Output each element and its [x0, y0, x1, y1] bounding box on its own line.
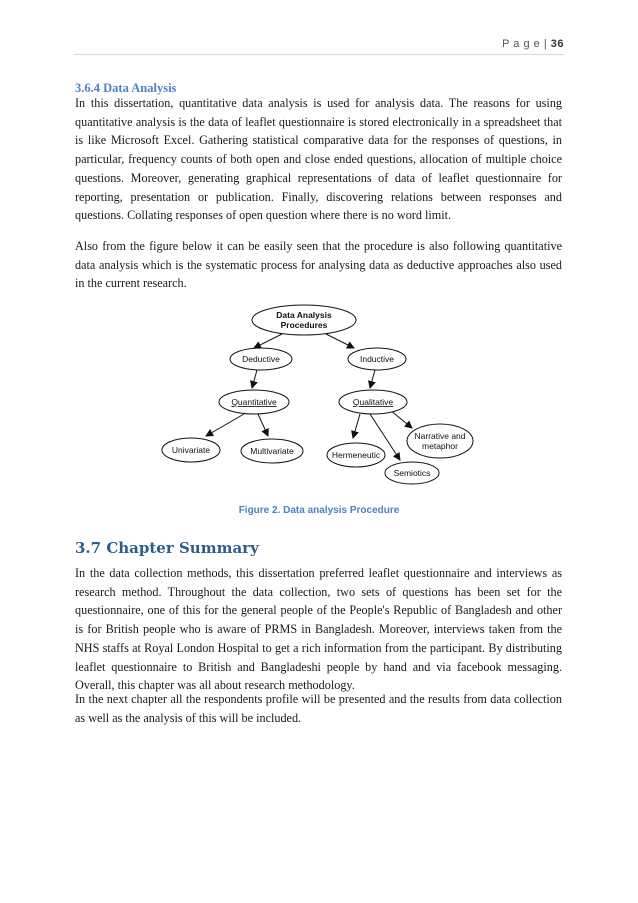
edge-root-deductive	[254, 334, 282, 348]
node-semiotics-label: Semiotics	[393, 468, 431, 478]
node-multivariate-label: Multivariate	[250, 446, 294, 456]
edge-root-inductive	[326, 334, 354, 348]
edge-qualitative-narrative	[390, 410, 412, 428]
paragraph-data-analysis-1: In this dissertation, quantitative data analysis is used for analysis data. The reasons for using quantitative analysis is the data of leaflet questionnaire is stored electronically in a spreadsheet that is like Microsoft Excel. Gathering statistical comparative data for the responses of questions, in particular, frequency counts of both open and close ended questions, allocation of multiple choice questions. Moreover, generating graphical representations of data of leaflet questionnaire for reporting, presentation or publication. Finally, discovering relations between responses and questions. Collating responses of open question where there is no word limit.	[75, 96, 562, 223]
node-hermeneutic-label: Hermeneutic	[331, 450, 381, 460]
node-narrative-label-2: metaphor	[422, 441, 458, 451]
node-univariate-label: Univariate	[171, 445, 211, 455]
section-heading-data-analysis: 3.6.4 Data Analysis	[75, 81, 177, 95]
node-root-label-1: Data Analysis	[276, 310, 332, 320]
data-analysis-diagram	[150, 300, 490, 495]
edge-deductive-quantitative	[252, 370, 257, 388]
edge-quantitative-multivariate	[258, 414, 268, 436]
paragraph-chapter-summary-1: In the data collection methods, this dissertation preferred leaflet questionnaire and interviews as research method. Throughout the data collection, two sets of questions has been set for the questionnaire, one of this for the general people of the People's Republic of Bangladesh and other is for British people who is aware of PRMS in Bangladesh. Moreover, interviews taken from the NHS staffs at Royal London Hospital to get a rich information from the participant. By distributing leaflet questionnaire to British and Bangladeshi people by hand and via facebook messaging. Overall, this chapter was all about research methodology.	[75, 566, 562, 693]
paragraph-chapter-summary-2: In the next chapter all the respondents profile will be presented and the results from data collection as well as the analysis of this will be included.	[75, 692, 562, 725]
node-quantitative-label: Quantitative	[231, 397, 277, 407]
section-heading-chapter-summary: 3.7 Chapter Summary	[75, 539, 259, 557]
page-separator: |	[543, 38, 548, 50]
page-header	[502, 38, 564, 50]
paragraph-data-analysis-2: Also from the figure below it can be easily seen that the procedure is also following quantitative data analysis which is the systematic process for analysing data as deductive approaches also used in the current research.	[75, 239, 562, 291]
header-divider	[74, 54, 564, 55]
edge-qualitative-hermeneutic	[353, 414, 360, 438]
edge-quantitative-univariate	[206, 414, 244, 436]
node-narrative-label-1: Narrative and	[414, 431, 466, 441]
node-qualitative-label: Qualitative	[352, 397, 394, 407]
figure-caption: Figure 2. Data analysis Procedure	[238, 505, 400, 516]
page-label: P a g e	[502, 38, 541, 50]
node-root-label-2: Procedures	[280, 320, 328, 330]
node-inductive-label: Inductive	[359, 354, 395, 364]
edge-inductive-qualitative	[370, 370, 375, 388]
node-deductive-label: Deductive	[242, 354, 280, 364]
page-number: 36	[550, 38, 564, 50]
